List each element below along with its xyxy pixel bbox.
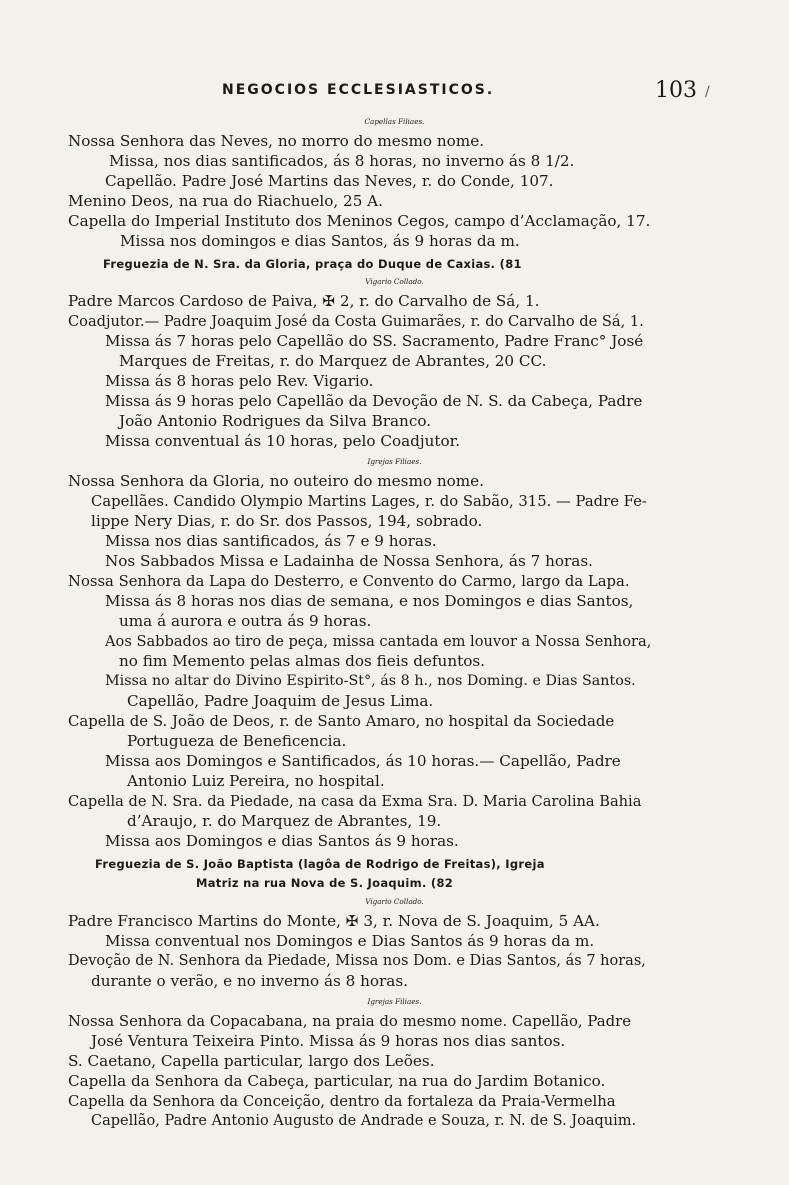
- text-line: João Antonio Rodrigues da Silva Branco.: [119, 412, 432, 430]
- text-line: no fim Memento pelas almas dos fieis defuntos.: [119, 652, 485, 670]
- parish-heading: Freguezia de S. João Baptista (lagôa de Rodrigo de Freitas), Igreja: [95, 857, 545, 871]
- text-line: durante o verão, e no inverno ás 8 horas.: [91, 972, 408, 990]
- text-line: Portugueza de Beneficencia.: [127, 732, 347, 750]
- text-line: Missa no altar do Divino Espirito-St°, ás 8 h., nos Doming. e Dias Santos.: [105, 673, 636, 689]
- text-line: Padre Marcos Cardoso de Paiva, ✠ 2, r. do Carvalho de Sá, 1.: [68, 292, 540, 310]
- text-line: Nossa Senhora da Copacabana, na praia do mesmo nome. Capellão, Padre: [68, 1012, 632, 1030]
- text-line: Capellão, Padre Antonio Augusto de Andrade e Souza, r. N. de S. Joaquim.: [91, 1113, 637, 1129]
- text-line: d’Araujo, r. do Marquez de Abrantes, 19.: [127, 812, 442, 830]
- section-heading: Igrejas Filiaes.: [367, 997, 422, 1006]
- text-line: Missa, nos dias santificados, ás 8 horas, no inverno ás 8 1/2.: [109, 152, 575, 170]
- text-line: Menino Deos, na rua do Riachuelo, 25 A.: [68, 192, 383, 210]
- text-line: lippe Nery Dias, r. do Sr. dos Passos, 194, sobrado.: [91, 512, 483, 530]
- text-line: Devoção de N. Senhora da Piedade, Missa nos Dom. e Dias Santos, ás 7 horas,: [68, 953, 646, 969]
- section-heading: Vigario Collado.: [365, 897, 424, 906]
- text-line: Nos Sabbados Missa e Ladainha de Nossa Senhora, ás 7 horas.: [105, 552, 593, 570]
- parish-heading: Freguezia de N. Sra. da Gloria, praça do Duque de Caxias. (81: [103, 257, 522, 271]
- text-line: Capellão, Padre Joaquim de Jesus Lima.: [127, 692, 434, 710]
- text-line: Missa ás 7 horas pelo Capellão do SS. Sacramento, Padre Franc° José: [105, 332, 644, 350]
- text-line: Missa conventual nos Domingos e Dias Santos ás 9 horas da m.: [105, 932, 595, 950]
- text-line: Missa aos Domingos e Santificados, ás 10 horas.— Capellão, Padre: [105, 752, 621, 770]
- text-line: Capella do Imperial Instituto dos Meninos Cegos, campo d’Acclamação, 17.: [68, 212, 651, 230]
- text-line: Aos Sabbados ao tiro de peça, missa cantada em louvor a Nossa Senhora,: [105, 633, 652, 650]
- text-line: Missa ás 9 horas pelo Capellão da Devoção de N. S. da Cabeça, Padre: [105, 392, 643, 410]
- text-line: Padre Francisco Martins do Monte, ✠ 3, r. Nova de S. Joaquim, 5 AA.: [68, 912, 600, 930]
- section-heading: Capellas Filiaes.: [364, 117, 425, 126]
- parish-heading: Matriz na rua Nova de S. Joaquim. (82: [196, 876, 454, 890]
- text-line: uma á aurora e outra ás 9 horas.: [119, 612, 372, 630]
- text-line: Missa aos Domingos e dias Santos ás 9 horas.: [105, 832, 459, 850]
- text-line: Capella da Senhora da Conceição, dentro da fortaleza da Praia-Vermelha: [68, 1093, 616, 1110]
- text-line: Missa nos dias santificados, ás 7 e 9 horas.: [105, 532, 437, 550]
- edge-mark: /: [705, 84, 710, 100]
- text-line: Missa ás 8 horas nos dias de semana, e nos Domingos e dias Santos,: [105, 592, 634, 610]
- section-heading: Igrejas Filiaes.: [367, 457, 422, 466]
- page-header: [0, 78, 789, 108]
- running-title: NEGOCIOS ECCLESIASTICOS.: [222, 82, 495, 98]
- page-number: 103: [655, 78, 697, 103]
- text-line: Missa nos domingos e dias Santos, ás 9 horas da m.: [120, 232, 520, 250]
- text-line: Capella da Senhora da Cabeça, particular, na rua do Jardim Botanico.: [68, 1072, 606, 1090]
- text-line: Antonio Luiz Pereira, no hospital.: [127, 772, 385, 790]
- text-line: Coadjutor.— Padre Joaquim José da Costa Guimarães, r. do Carvalho de Sá, 1.: [68, 313, 644, 330]
- text-line: José Ventura Teixeira Pinto. Missa ás 9 horas nos dias santos.: [91, 1032, 566, 1050]
- section-heading: Vigario Collado.: [365, 277, 424, 286]
- text-line: Missa ás 8 horas pelo Rev. Vigario.: [105, 372, 374, 390]
- text-line: Capellães. Candido Olympio Martins Lages, r. do Sabão, 315. — Padre Fe-: [91, 493, 647, 510]
- text-line: Capella de S. João de Deos, r. de Santo Amaro, no hospital da Sociedade: [68, 712, 615, 730]
- text-line: Capella de N. Sra. da Piedade, na casa da Exma Sra. D. Maria Carolina Bahia: [68, 793, 642, 810]
- text-line: S. Caetano, Capella particular, largo dos Leões.: [68, 1052, 435, 1070]
- text-line: Marques de Freitas, r. do Marquez de Abrantes, 20 CC.: [119, 352, 547, 370]
- text-line: Nossa Senhora da Lapa do Desterro, e Convento do Carmo, largo da Lapa.: [68, 573, 630, 590]
- text-line: Capellão. Padre José Martins das Neves, r. do Conde, 107.: [105, 172, 554, 190]
- text-line: Missa conventual ás 10 horas, pelo Coadjutor.: [105, 432, 461, 450]
- text-line: Nossa Senhora das Neves, no morro do mesmo nome.: [68, 132, 485, 150]
- text-line: Nossa Senhora da Gloria, no outeiro do mesmo nome.: [68, 472, 484, 490]
